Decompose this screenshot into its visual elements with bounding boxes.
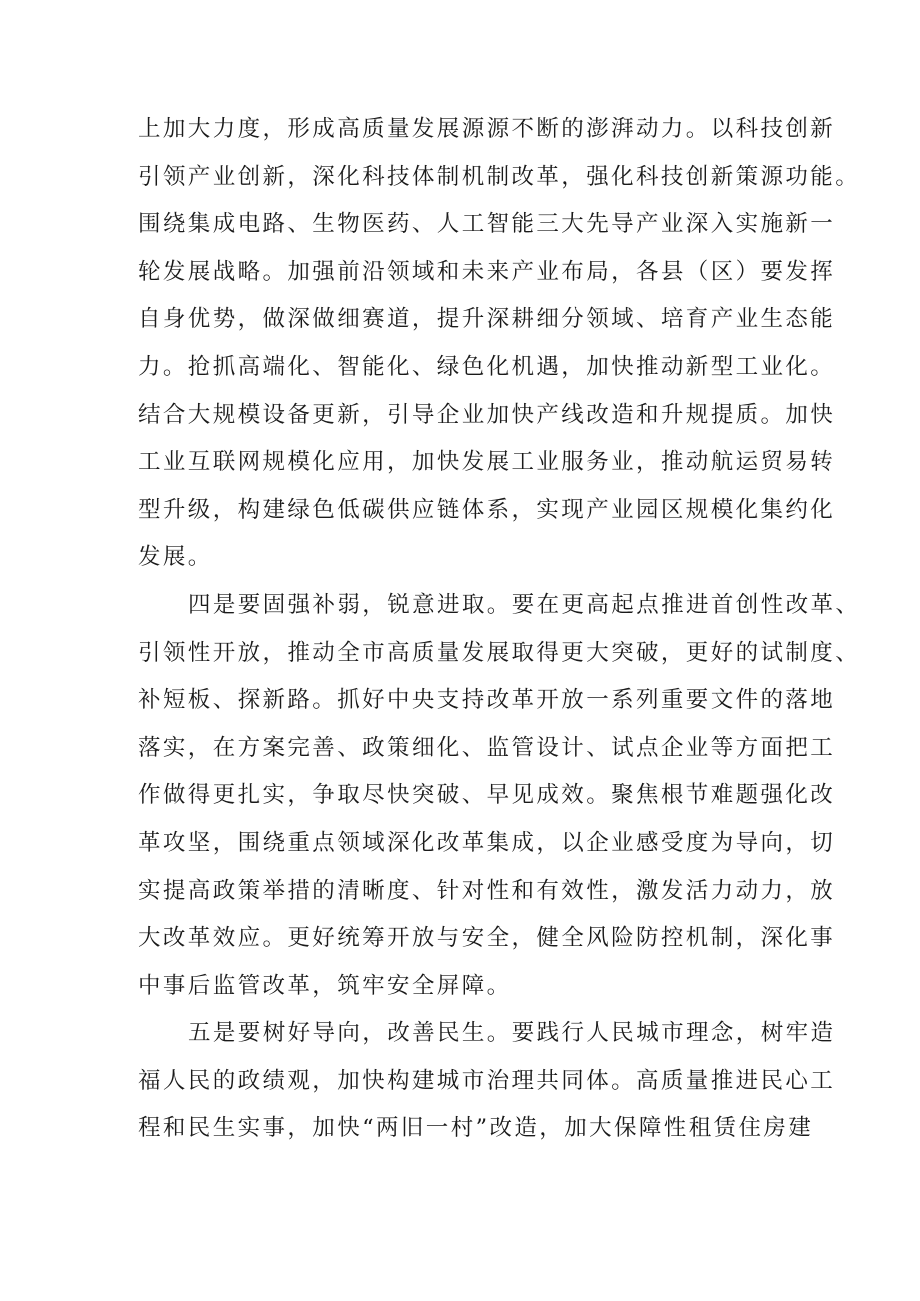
- text-line: 型升级，构建绿色低碳供应链体系，实现产业园区规模化集约化: [138, 496, 836, 523]
- text-line: 发展。: [138, 544, 213, 571]
- text-line: 大改革效应。更好统筹开放与安全，健全风险防控机制，深化事: [138, 925, 836, 952]
- text-line: 轮发展战略。加强前沿领域和未来产业布局，各县（区）要发挥: [138, 258, 836, 285]
- paragraph-2: [138, 582, 861, 1010]
- text-line: 力。抢抓高端化、智能化、绿色化机遇，加快推动新型工业化。: [138, 353, 836, 380]
- text-line: 中事后监管改革，筑牢安全屏障。: [138, 972, 512, 999]
- text-line: 程和民生实事，加快“两旧一村”改造，加大保障性租赁住房建: [138, 1115, 814, 1142]
- text-line: 四是要固强补弱，锐意进取。要在更高起点推进首创性改革、: [188, 591, 861, 618]
- text-line: 革攻坚，围绕重点领域深化改革集成，以企业感受度为导向，切: [138, 829, 836, 856]
- text-line: 自身优势，做深做细赛道，提升深耕细分领域、培育产业生态能: [138, 306, 836, 333]
- text-line: 补短板、探新路。抓好中央支持改革开放一系列重要文件的落地: [138, 687, 836, 714]
- paragraph-1: [138, 106, 861, 582]
- paragraph-3: [138, 1010, 836, 1153]
- text-line: 作做得更扎实，争取尽快突破、早见成效。聚焦根节难题强化改: [138, 782, 836, 809]
- text-line: 上加大力度，形成高质量发展源源不断的澎湃动力。以科技创新: [138, 116, 836, 142]
- text-line: 引领产业创新，深化科技体制机制改革，强化科技创新策源功能。: [138, 163, 861, 190]
- text-line: 引领性开放，推动全市高质量发展取得更大突破，更好的试制度、: [138, 639, 861, 666]
- text-line: 结合大规模设备更新，引导企业加快产线改造和升规提质。加快: [138, 401, 836, 428]
- text-line: 实提高政策举措的清晰度、针对性和有效性，激发活力动力，放: [138, 877, 836, 904]
- text-line: 工业互联网规模化应用，加快发展工业服务业，推动航运贸易转: [138, 449, 836, 476]
- text-line: 五是要树好导向，改善民生。要践行人民城市理念，树牢造: [188, 1020, 836, 1047]
- text-line: 落实，在方案完善、政策细化、监管设计、试点企业等方面把工: [138, 734, 836, 761]
- text-line: 围绕集成电路、生物医药、人工智能三大先导产业深入实施新一: [138, 211, 836, 238]
- text-line: 福人民的政绩观，加快构建城市治理共同体。高质量推进民心工: [138, 1067, 836, 1094]
- document-body: [138, 106, 861, 1153]
